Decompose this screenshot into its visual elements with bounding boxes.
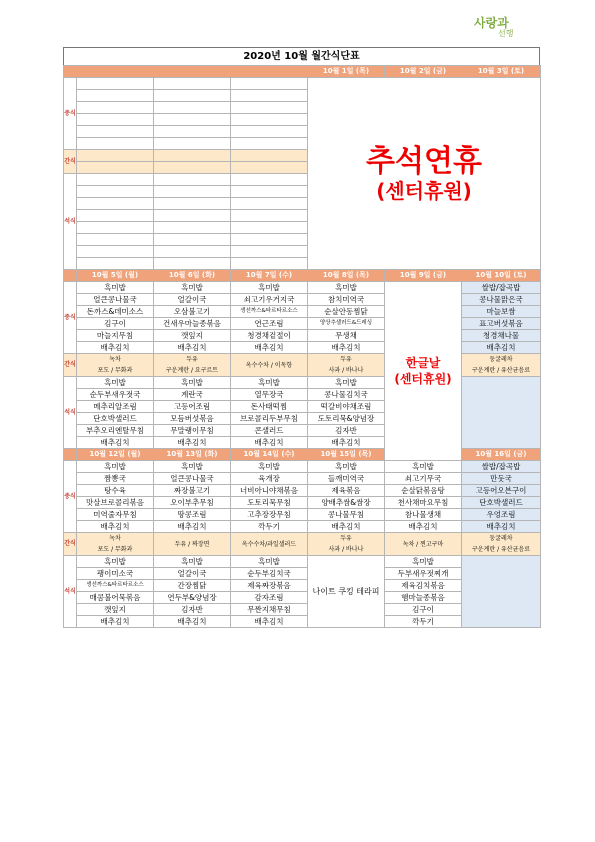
menu-item: 김자반	[154, 604, 231, 616]
menu-item: 배추김치	[462, 521, 541, 533]
menu-item: 흑미밥	[154, 461, 231, 473]
menu-item: 쌀밥/잡곡밥	[462, 461, 541, 473]
snack-drink: 둥굴레차	[489, 535, 513, 542]
menu-item: 탕수육	[77, 485, 154, 497]
menu-item: 쌀밥/잡곡밥	[462, 282, 541, 294]
menu-item: 흑미밥	[231, 556, 308, 568]
holiday-cell	[385, 282, 462, 461]
menu-item: 얼갈이국	[154, 568, 231, 580]
menu-item: 무생채	[308, 330, 385, 342]
snack-food: 구운계란 / 유산균음료	[471, 367, 530, 374]
lunch-label: 중식	[64, 461, 77, 533]
menu-item: 콘샐러드	[231, 425, 308, 437]
menu-item: 김구이	[77, 318, 154, 330]
day-header: 10월 5일 (월)	[77, 270, 154, 282]
menu-item: 흑미밥	[77, 377, 154, 389]
menu-item: 만둣국	[462, 473, 541, 485]
dinner-label: 석식	[64, 377, 77, 449]
logo-subtext: 선행	[498, 29, 514, 38]
menu-item: 건새우마늘종볶음	[154, 318, 231, 330]
menu-item: 흑미밥	[385, 461, 462, 473]
menu-item: 제육김치볶음	[385, 580, 462, 592]
menu-item: 제육짜장볶음	[231, 580, 308, 592]
event-cell: 나이트 쿠킹 테라피	[308, 556, 385, 628]
day-header: 10월 9일 (금)	[385, 270, 462, 282]
menu-item: 순살안동찜닭	[308, 306, 385, 318]
snack-item	[308, 533, 385, 556]
menu-item: 육개장	[231, 473, 308, 485]
menu-item: 쇠고기무국	[385, 473, 462, 485]
menu-item: 배추김치	[154, 616, 231, 628]
menu-item: 계란국	[154, 389, 231, 401]
menu-item: 흑미밥	[308, 282, 385, 294]
menu-item: 우엉조림	[462, 509, 541, 521]
snack-food: 사과 / 바나나	[328, 546, 364, 553]
menu-item: 순살닭볶음탕	[385, 485, 462, 497]
menu-item: 미역줄자무침	[77, 509, 154, 521]
menu-item: 제육볶음	[308, 485, 385, 497]
menu-item: 흑미밥	[154, 556, 231, 568]
snack-drink: 두유	[186, 356, 198, 363]
menu-item: 부추오리엔탈무침	[77, 425, 154, 437]
menu-item: 흑미밥	[308, 377, 385, 389]
empty-cell	[462, 377, 541, 449]
menu-item: 열무장국	[231, 389, 308, 401]
day-header: 10월 12일 (월)	[77, 449, 154, 461]
menu-item: 고등어오븐구이	[462, 485, 541, 497]
menu-item: 매콤불어묵볶음	[77, 592, 154, 604]
menu-item: 콩나물맑은국	[462, 294, 541, 306]
week3-header	[64, 449, 541, 461]
menu-item: 흑미밥	[154, 282, 231, 294]
menu-item: 고등어조림	[154, 401, 231, 413]
snack-label: 간식	[64, 533, 77, 556]
snack-food: 구운계란 / 유산균음료	[471, 546, 530, 553]
menu-item: 쇠고기우거지국	[231, 294, 308, 306]
menu-item: 흑미밥	[77, 282, 154, 294]
menu-item: 짬뽕국	[77, 473, 154, 485]
dinner-label: 석식	[64, 556, 77, 628]
holiday-title: 추석연휴	[366, 143, 482, 179]
snack-drink: 옥수수차 / 이독항	[245, 361, 293, 369]
day-header: 10월 13일 (화)	[154, 449, 231, 461]
snack-drink: 녹차	[109, 535, 121, 542]
snack-drink: 녹차	[109, 356, 121, 363]
dinner-label: 석식	[64, 174, 77, 270]
menu-item: 돈사태떡찜	[231, 401, 308, 413]
menu-item: 고추장장무침	[231, 509, 308, 521]
menu-item: 햄마늘종볶음	[385, 592, 462, 604]
snack-food: 구운계란 / 요구르트	[165, 367, 219, 374]
snack-item	[231, 354, 308, 377]
menu-item: 참나물생채	[385, 509, 462, 521]
menu-item: 순두부새우젓국	[77, 389, 154, 401]
menu-item: 배추김치	[77, 521, 154, 533]
menu-item: 콩나물무침	[308, 509, 385, 521]
holiday-title: 한글날	[405, 356, 441, 370]
snack-drink: 옥수수차/과일샐러드	[241, 540, 297, 548]
snack-item	[385, 533, 462, 556]
menu-item: 김구이	[385, 604, 462, 616]
empty-cell	[462, 556, 541, 628]
day-header: 10월 1일 (목)	[308, 66, 385, 78]
day-header: 10월 8일 (목)	[308, 270, 385, 282]
menu-item: 도토리묵&양념장	[308, 413, 385, 425]
snack-food: 사과 / 바나나	[328, 367, 364, 374]
menu-item: 배추김치	[154, 521, 231, 533]
holiday-cell	[308, 78, 541, 270]
menu-item: 마늘보쌈	[462, 306, 541, 318]
holiday-subtitle: (센터휴원)	[394, 372, 452, 386]
menu-item: 배추김치	[77, 616, 154, 628]
menu-item: 배추김치	[154, 342, 231, 354]
menu-item: 순두부김치국	[231, 568, 308, 580]
menu-item: 흑미밥	[231, 461, 308, 473]
menu-item: 청경채겉절이	[231, 330, 308, 342]
snack-item	[231, 533, 308, 556]
menu-item: 들깨미역국	[308, 473, 385, 485]
day-header: 10월 14일 (수)	[231, 449, 308, 461]
menu-item: 콩나물김치국	[308, 389, 385, 401]
logo	[454, 14, 564, 42]
snack-item	[308, 354, 385, 377]
week2-header	[64, 270, 541, 282]
menu-item: 연근조림	[231, 318, 308, 330]
menu-item: 청경채나물	[462, 330, 541, 342]
menu-item: 배추김치	[308, 437, 385, 449]
menu-item: 김자반	[308, 425, 385, 437]
menu-item: 양상추샐러드&드레싱	[308, 318, 385, 330]
menu-item: 감자조림	[231, 592, 308, 604]
snack-drink: 녹차 / 찐고구마	[402, 540, 444, 548]
menu-item: 너비아니야채볶음	[231, 485, 308, 497]
menu-item: 연두부&양념장	[154, 592, 231, 604]
logo-text: 사랑과	[474, 16, 509, 30]
day-header: 10월 16일 (금)	[462, 449, 541, 461]
menu-item: 메추리알조림	[77, 401, 154, 413]
day-header: 10월 2일 (금)	[385, 66, 462, 78]
menu-item: 얼큰콩나물국	[77, 294, 154, 306]
menu-item: 양배추쌈&쌈장	[308, 497, 385, 509]
meal-table	[63, 65, 541, 628]
menu-item: 모듬버섯볶음	[154, 413, 231, 425]
menu-item: 배추김치	[231, 616, 308, 628]
day-header: 10월 6일 (화)	[154, 270, 231, 282]
menu-item: 천사채마요무침	[385, 497, 462, 509]
snack-label: 간식	[64, 354, 77, 377]
menu-item: 단호박샐러드	[462, 497, 541, 509]
menu-item: 마늘지무침	[77, 330, 154, 342]
snack-item	[462, 533, 541, 556]
menu-item: 흑미밥	[77, 461, 154, 473]
menu-item: 배추김치	[231, 437, 308, 449]
snack-drink: 두유 / 짜장면	[174, 540, 210, 548]
menu-item: 흑미밥	[308, 461, 385, 473]
menu-item: 흑미밥	[231, 377, 308, 389]
menu-item: 배추김치	[462, 342, 541, 354]
snack-food: 포도 / 무화과	[97, 546, 133, 553]
menu-item: 배추김치	[77, 437, 154, 449]
snack-item	[77, 533, 154, 556]
snack-food: 포도 / 무화과	[97, 367, 133, 374]
menu-item: 흑미밥	[154, 377, 231, 389]
menu-item: 배추김치	[231, 342, 308, 354]
menu-item: 생선까스&타르타르소스	[77, 580, 154, 592]
menu-item: 짜장불고기	[154, 485, 231, 497]
menu-item: 참치미역국	[308, 294, 385, 306]
day-header: 10월 10일 (토)	[462, 270, 541, 282]
menu-item: 배추김치	[308, 342, 385, 354]
menu-item: 돈까스&데미소스	[77, 306, 154, 318]
menu-item: 간장찜닭	[154, 580, 231, 592]
snack-item	[154, 533, 231, 556]
menu-item: 생선까스&타르타르소스	[231, 306, 308, 318]
snack-label: 간식	[64, 150, 77, 174]
snack-drink: 두유	[340, 356, 352, 363]
snack-drink: 두유	[340, 535, 352, 542]
menu-item: 깻잎지	[154, 330, 231, 342]
menu-item: 브로콜리두부무침	[231, 413, 308, 425]
day-header: 10월 7일 (수)	[231, 270, 308, 282]
menu-item: 깍두기	[385, 616, 462, 628]
snack-drink: 둥굴레차	[489, 356, 513, 363]
menu-item: 깍두기	[231, 521, 308, 533]
menu-item: 흑미밥	[385, 556, 462, 568]
snack-item	[77, 354, 154, 377]
snack-item	[154, 354, 231, 377]
snack-item	[462, 354, 541, 377]
menu-item: 무짠지채무침	[231, 604, 308, 616]
menu-item: 맛살브로콜리볶음	[77, 497, 154, 509]
menu-item: 배추김치	[154, 437, 231, 449]
menu-item: 도토리묵무침	[231, 497, 308, 509]
menu-item: 오이부추무침	[154, 497, 231, 509]
menu-item: 땅콩조림	[154, 509, 231, 521]
menu-item: 두부새우젓찌개	[385, 568, 462, 580]
menu-item: 팽이미소국	[77, 568, 154, 580]
menu-item: 흑미밥	[77, 556, 154, 568]
lunch-label: 중식	[64, 282, 77, 354]
day-header: 10월 3일 (토)	[462, 66, 541, 78]
menu-item: 얼큰콩나물국	[154, 473, 231, 485]
week1-header	[64, 66, 541, 78]
menu-item: 무말랭이무침	[154, 425, 231, 437]
menu-item: 배추김치	[77, 342, 154, 354]
menu-item: 흑미밥	[231, 282, 308, 294]
menu-item: 배추김치	[308, 521, 385, 533]
day-header: 10월 15일 (목)	[308, 449, 385, 461]
menu-item: 오삼불고기	[154, 306, 231, 318]
menu-item: 떡갈비야채조림	[308, 401, 385, 413]
holiday-subtitle: (센터휴원)	[376, 178, 472, 203]
page-title: 2020년 10월 월간식단표	[63, 47, 540, 66]
lunch-label: 중식	[64, 78, 77, 150]
menu-item: 깻잎지	[77, 604, 154, 616]
menu-item: 얼갈이국	[154, 294, 231, 306]
menu-item: 단호박샐러드	[77, 413, 154, 425]
menu-item: 배추김치	[385, 521, 462, 533]
menu-item: 표고버섯볶음	[462, 318, 541, 330]
